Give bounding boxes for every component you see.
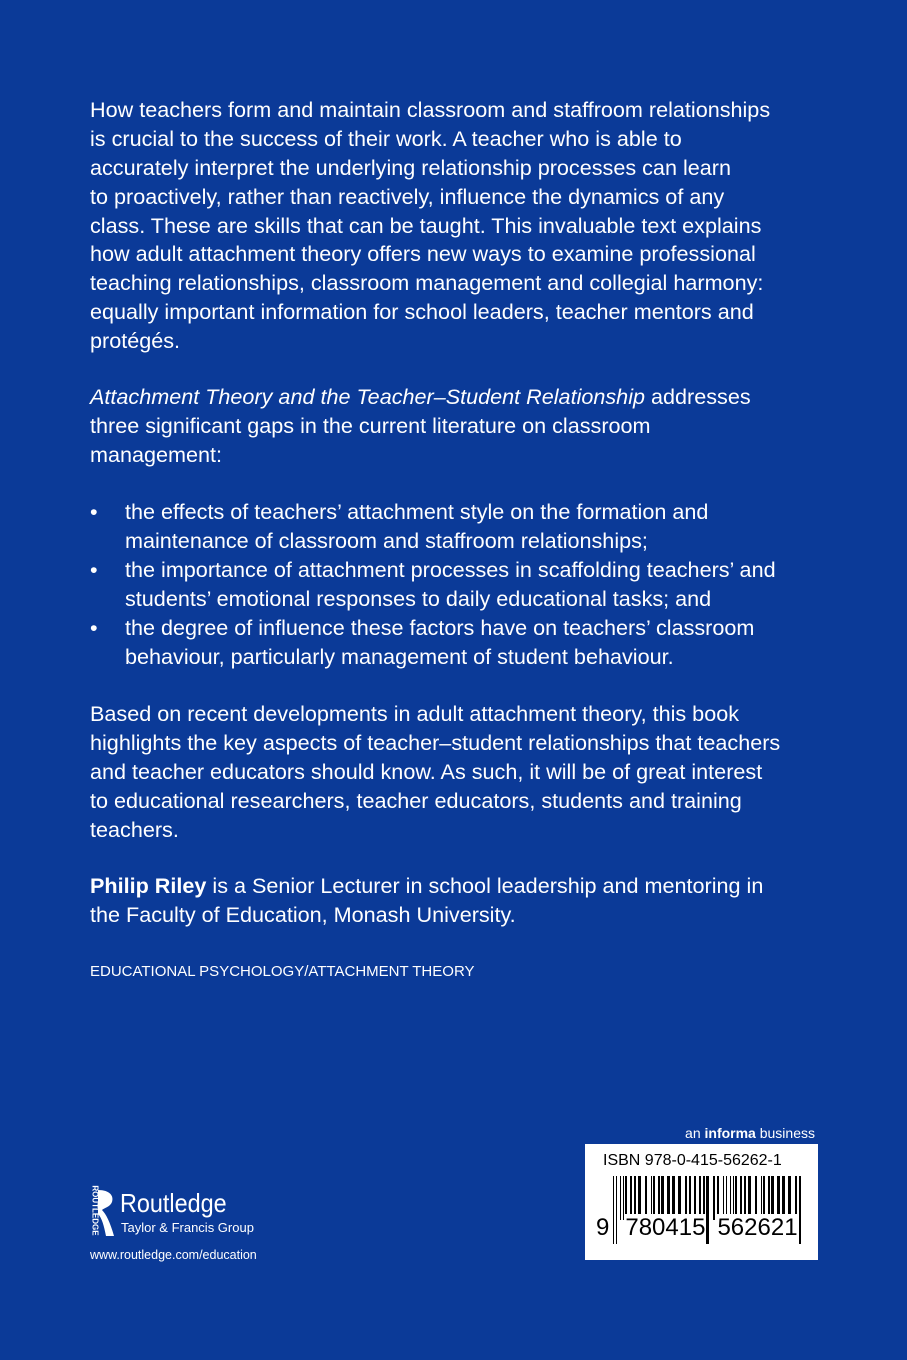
text-line: Based on recent developments in adult attachment theory, this book bbox=[90, 701, 740, 726]
text-line: class. These are skills that can be taught. This invaluable text explains bbox=[90, 212, 762, 238]
barcode-digits: 9 780415 562621 bbox=[596, 1214, 798, 1241]
text-line: accurately interpret the underlying relationship processes can learn bbox=[90, 154, 731, 180]
author-name: Philip Riley bbox=[90, 873, 207, 898]
bullet-icon: • bbox=[90, 556, 98, 582]
text-line: to proactively, rather than reactively, influence the dynamics of any bbox=[90, 183, 725, 209]
text-line: teachers. bbox=[90, 816, 179, 842]
barcode-bar bbox=[799, 1176, 801, 1244]
text-line: highlights the key aspects of teacher–student relationships that teachers bbox=[90, 729, 781, 755]
bullet-item-line: maintenance of classroom and staffroom relationships; bbox=[125, 527, 648, 553]
routledge-logo: ROUTLEDGE Routledge Taylor & Francis Group bbox=[88, 1186, 288, 1246]
text-line: equally important information for school leaders, teacher mentors and bbox=[90, 299, 754, 325]
text-line: is crucial to the success of their work. A teacher who is able to bbox=[90, 125, 682, 151]
isbn-barcode bbox=[585, 1144, 818, 1260]
text-line: teaching relationships, classroom management and collegial harmony: bbox=[90, 270, 764, 296]
bullet-item-line: • the importance of attachment processes in scaffolding teachers’ and bbox=[90, 556, 776, 585]
bullet-list bbox=[90, 498, 776, 671]
text-line: protégés. bbox=[90, 328, 181, 354]
bullet-item-line: • the degree of influence these factors have on teachers’ classroom bbox=[90, 614, 776, 643]
subject-category: EDUCATIONAL PSYCHOLOGY/ATTACHMENT THEORY bbox=[90, 963, 475, 980]
description-paragraph-1 bbox=[90, 96, 770, 356]
publisher-website[interactable]: www.routledge.com/education bbox=[90, 1248, 257, 1262]
text-line: how adult attachment theory offers new ways to examine professional bbox=[90, 241, 756, 267]
bullet-item-line: • the effects of teachers’ attachment style on the formation and bbox=[90, 498, 776, 527]
text-line: How teachers form and maintain classroom and staffroom relationships bbox=[90, 97, 771, 122]
isbn-text: ISBN 978-0-415-56262-1 bbox=[603, 1152, 782, 1169]
bullet-icon: • bbox=[90, 614, 98, 640]
informa-tagline: an informa business bbox=[685, 1125, 815, 1141]
description-paragraph-2: Attachment Theory and the Teacher–Student Relationship addresses three significant gaps in the current literature on classroom management: bbox=[90, 384, 751, 467]
publisher-group: Taylor & Francis Group bbox=[121, 1220, 254, 1235]
publisher-name: Routledge bbox=[120, 1188, 227, 1218]
author-bio: Philip Riley is a Senior Lecturer in school leadership and mentoring in the Faculty of Education, Monash University. bbox=[90, 873, 764, 927]
bullet-icon: • bbox=[90, 499, 98, 524]
bullet-item-line: behaviour, particularly management of student behaviour. bbox=[125, 643, 674, 669]
text-line: to educational researchers, teacher educators, students and training bbox=[90, 787, 742, 813]
bullet-item-line: students’ emotional responses to daily educational tasks; and bbox=[125, 585, 712, 611]
description-paragraph-3 bbox=[90, 700, 780, 844]
text-line: and teacher educators should know. As such, it will be of great interest bbox=[90, 758, 763, 784]
book-title: Attachment Theory and the Teacher–Student Relationship bbox=[90, 384, 645, 409]
